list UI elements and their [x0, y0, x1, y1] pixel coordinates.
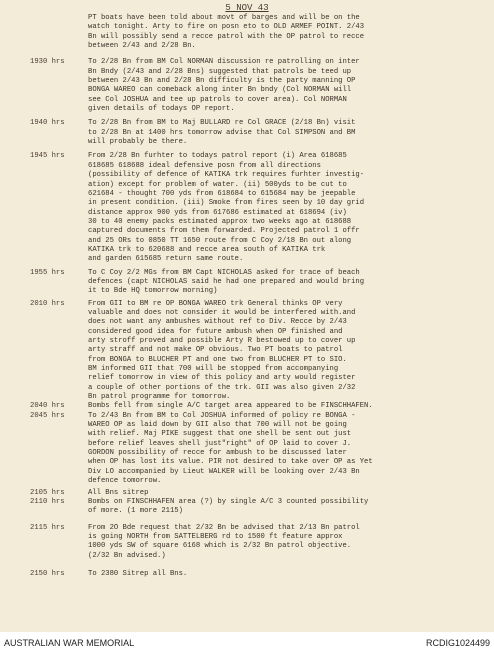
- entry-text: To 2/28 Bn from BM to Maj BULLARD re Col GRACE (2/18 Bn) visit to 2/28 Bn at 1400 hrs tomorrow advise that Col SIMPSON and BM will probably be there.: [88, 119, 356, 147]
- entry-text: Bombs on FINSCHHAFEN area (?) by single A/C 3 counted possibility of more. (1 more 2115): [88, 497, 369, 516]
- archive-reference: RCDIG1024499: [425, 638, 490, 648]
- log-entry: [0, 402, 494, 411]
- entry-time: 1955 hrs: [30, 268, 65, 277]
- log-entry: [0, 412, 494, 487]
- log-entry: [0, 489, 494, 498]
- entry-time: 2105 hrs: [30, 488, 65, 497]
- entry-text: Bombs fell from single A/C target area appeared to be FINSCHHAFEN.: [88, 402, 373, 411]
- entry-time: 2110 hrs: [30, 497, 65, 506]
- log-entry: [0, 300, 494, 403]
- entry-time: 1945 hrs: [30, 152, 65, 161]
- log-entry: [0, 58, 494, 114]
- entry-text: To C Coy 2/2 MGs from BM Capt NICHOLAS asked for trace of beach defences (capt NICHOLAS said he had one prepared and would bring it to Bde HQ tomorrow morning): [88, 268, 365, 296]
- log-entry: [0, 14, 494, 51]
- entry-text: To 2/28 Bn from BM Col NORMAN discussion re patrolling on inter Bn Bndy (2/43 and 2/28 Bns) suggested that patrols be teed up between 2/43 Bn and 2/28 Bn difficulty is the party manning OP BONGA WAREO can comeback along inter Bn bndy (Col NORMAN will see Col JOSHUA and tee up patrols to cover area). Col NORMAN given details of todays OP report.: [88, 58, 360, 114]
- log-entry: [0, 269, 494, 297]
- archive-footer: [0, 632, 494, 654]
- log-entry: [0, 524, 494, 561]
- entry-text: From GII to BM re OP BONGA WAREO trk General thinks OP very valuable and does not consider it would be interfered with.and does not want any ambushes without ref to Div. Recce by 2/43 considered good idea for future ambush when OP finished and arty stroff proved and possible Arty R bestowed up to cover up arty straff and not make OP obvious. Two PT boats to patrol from BONGA to BLUCHER PT and one two from BLUCHER PT to SIO. BM informed GII that 700 will be stopped from accompanying relief tomorrow in view of this policy and arty would register a couple of other portions of the trk. GII was also given 2/32 Bn patrol programme for tomorrow.: [88, 299, 356, 402]
- entry-time: 2150 hrs: [30, 569, 65, 578]
- entry-text: All Bns sitrep: [88, 488, 149, 497]
- log-entry: [0, 152, 494, 264]
- entry-time: 2040 hrs: [30, 402, 65, 411]
- entry-text: From 2/28 Bn furhter to todays patrol report (i) Area 618685 618685 618688 ideal defensive posn from all directions (possibility of defence of KATIKA trk requires furhter investig- ation) except for problem of water. (ii) 500yds to be cut to 621684 - thought 700 yds from 618684 to 615684 may be jeepable in present condition. (iii) Smoke from fires seen by 10 day grid distance approx 900 yds from 617686 estimated at 618694 (iv) 30 to 40 enemy packs estimated approx two weeks ago at 618688 captured documents from them forwarded. Projected patrol 1 offr and 25 ORs to 0850 TT 1650 route from C Coy 2/18 Bn out along KATIKA trk to 620688 and recce area south of KATIKA trk and garden 615685 return same route.: [88, 152, 365, 264]
- archive-source: AUSTRALIAN WAR MEMORIAL: [4, 638, 135, 648]
- entry-time: 1930 hrs: [30, 58, 65, 67]
- war-diary-log: [0, 14, 494, 579]
- page-date: 5 NOV 43: [225, 3, 269, 13]
- entry-text: From 2O Bde request that 2/32 Bn be advised that 2/13 Bn patrol is going NORTH from SATTELBERG rd to 1500 ft feature approx 1000 yds SW of square 6168 which is 2/32 Bn patrol objective. (2/32 Bn advised.): [88, 523, 360, 560]
- entry-time: 2045 hrs: [30, 411, 65, 420]
- entry-time: 2115 hrs: [30, 523, 65, 532]
- log-entry: [0, 570, 494, 579]
- entry-text: PT boats have been told about movt of barges and will be on the watch tonight. Arty to fire on posn eto to OLD ARMEF POINT. 2/43 Bn will possibly send a recce patrol with the OP patrol to recce between 2/43 and 2/28 Bn.: [88, 14, 365, 51]
- entry-text: To 2/43 Bn from BM to Col JOSHUA informed of policy re BONGA - WAREO OP as laid down by GII also that 700 will not be going with relief. Maj PIKE suggest that one shell be sent out just before relief leaves shell just"right" of OP laid to cover J. GORDON possibility of recce for ambush to be discussed later when OP has lost its value. PIR not desired to take over OP as Yet Div LO accompanied by Lieut WALKER will be looking over 2/43 Bn defence tomorrow.: [88, 411, 373, 486]
- log-entry: [0, 498, 494, 517]
- entry-time: 1940 hrs: [30, 119, 65, 128]
- log-entry: [0, 119, 494, 147]
- entry-text: To 2380 Sitrep all Bns.: [88, 569, 188, 578]
- entry-time: 2010 hrs: [30, 299, 65, 308]
